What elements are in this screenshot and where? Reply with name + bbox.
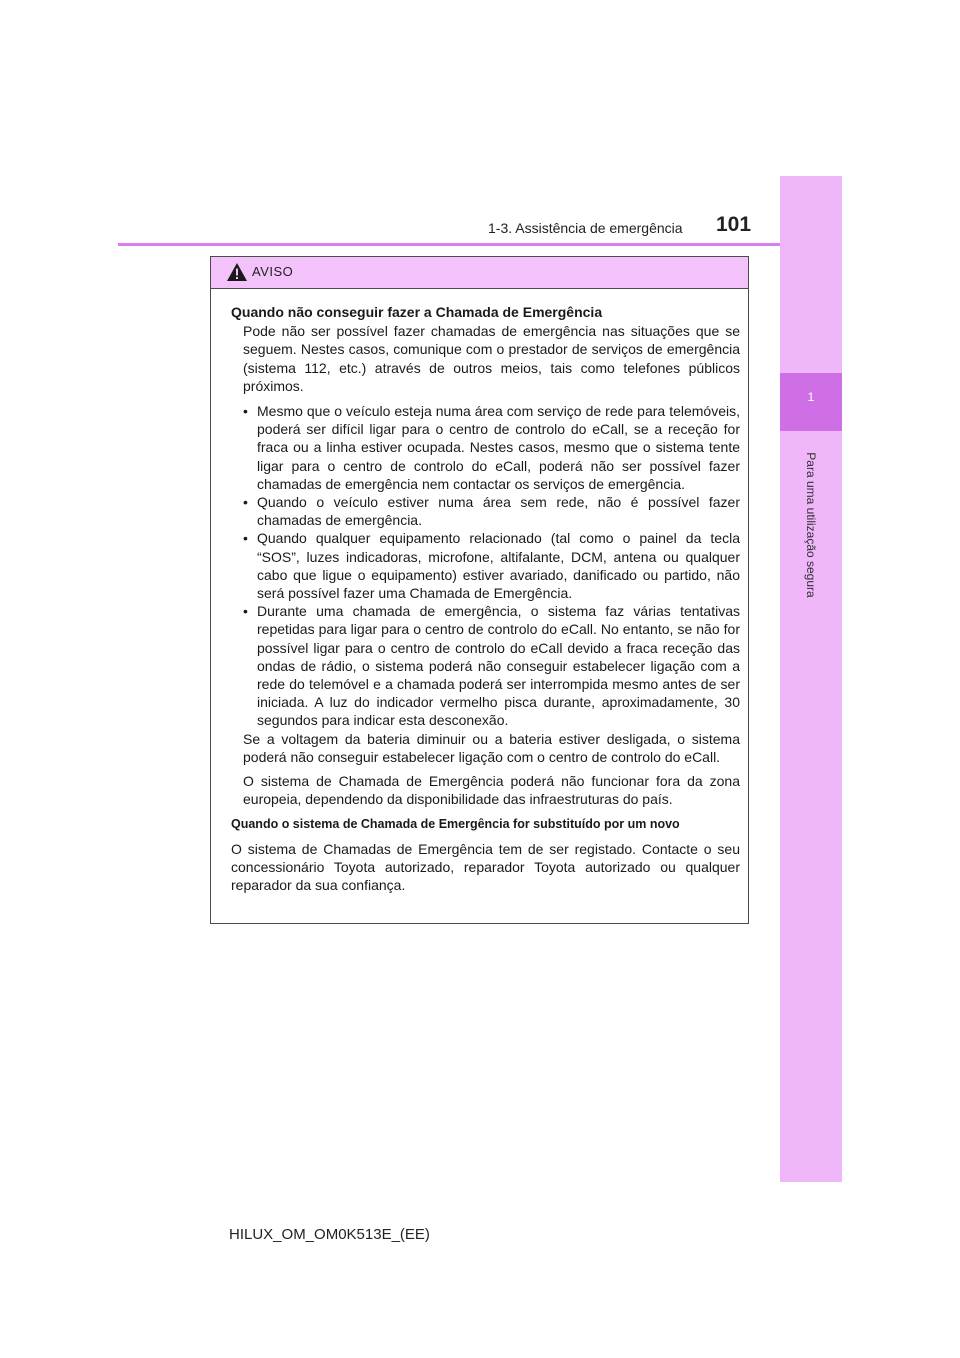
- chapter-number: 1: [807, 390, 815, 404]
- list-item: • Mesmo que o veículo esteja numa área com serviço de rede para telemóveis, poderá ser difícil ligar para o centro de controlo do eCall, se a receção for fraca ou a linha estiver ocupada. Nestes casos, mesmo que o sistema tente ligar para o centro de controlo do eCall, poderá não ser possível fazer chamadas de emergência nem contactar os serviços de emergência.: [243, 402, 740, 493]
- warning-triangle-icon: [226, 262, 248, 282]
- chapter-tab-strip: [780, 176, 842, 1182]
- header-divider: [118, 243, 842, 246]
- warning-paragraph-1: Pode não ser possível fazer chamadas de emergência nas situações que se seguem. Nestes casos, comunique com o prestador de serviços de emergência (sistema 112, etc.) através de outros meios, tais como telefones públicos próximos.: [243, 323, 740, 394]
- warning-paragraph-3: O sistema de Chamada de Emergência poderá não funcionar fora da zona europeia, dependendo da disponibilidade das infraestruturas do país.: [243, 773, 740, 808]
- warning-paragraph-2: Se a voltagem da bateria diminuir ou a bateria estiver desligada, o sistema poderá não conseguir estabelecer ligação com o centro de controlo do eCall.: [243, 730, 740, 765]
- warning-title: AVISO: [252, 264, 294, 279]
- section-title: 1-3. Assistência de emergência: [488, 220, 683, 236]
- warning-heading-2: Quando o sistema de Chamada de Emergência for substituído por um novo: [231, 817, 680, 832]
- warning-body: [211, 289, 748, 894]
- warning-heading-1: Quando não conseguir fazer a Chamada de Emergência: [231, 304, 603, 320]
- warning-header: [211, 257, 748, 289]
- list-item: • Quando qualquer equipamento relacionado (tal como o painel da tecla “SOS”, luzes indicadoras, microfone, altifalante, DCM, antena ou qualquer cabo que ligue o equipamento) estiver avariado, danificado ou partido, não será possível fazer uma Chamada de Emergência.: [243, 529, 740, 602]
- list-item: • Durante uma chamada de emergência, o sistema faz várias tentativas repetidas para ligar para o centro de controlo do eCall. No entanto, se não for possível ligar para o centro de controlo do eCall devido a fraca receção das ondas de rádio, o sistema poderá não conseguir estabelecer ligação com a rede do telemóvel e a chamada poderá ser interrompida mesmo antes de ser iniciada. A luz do indicador vermelho pisca durante, aproximadamente, 30 segundos para indicar esta desconexão.: [243, 602, 740, 729]
- chapter-title: Para uma utilização segura: [804, 452, 818, 598]
- page-number: 101: [716, 213, 752, 236]
- document-code: HILUX_OM_OM0K513E_(EE): [229, 1226, 430, 1243]
- warning-box: [210, 256, 749, 924]
- list-item: • Quando o veículo estiver numa área sem rede, não é possível fazer chamadas de emergência.: [243, 493, 740, 529]
- warning-paragraph-4: O sistema de Chamadas de Emergência tem de ser registado. Contacte o seu concessionário Toyota autorizado, reparador Toyota autorizado ou qualquer reparador da sua confiança.: [231, 840, 740, 894]
- warning-bullet-list: [243, 402, 740, 730]
